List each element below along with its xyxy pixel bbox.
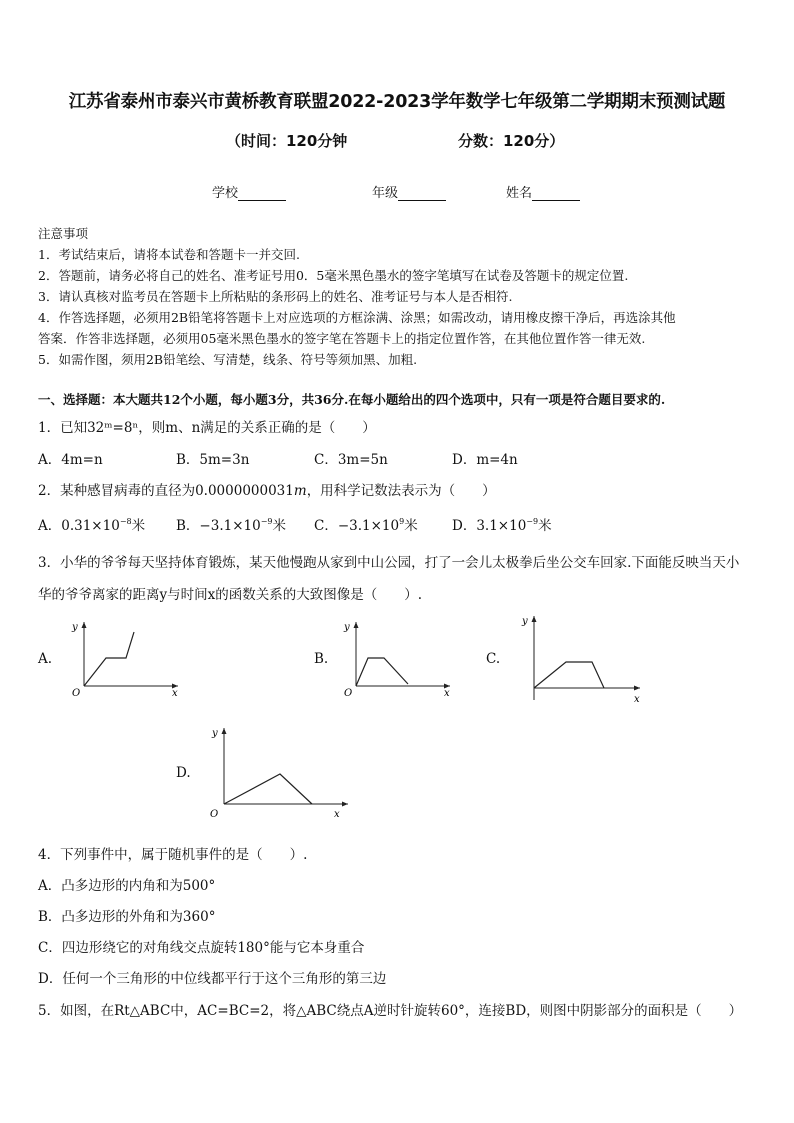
q1-option-d: D．m=4n xyxy=(452,452,518,468)
q1-option-a: A．4m=n xyxy=(38,452,103,468)
axis-y-label: y xyxy=(212,728,218,739)
origin-label: O xyxy=(210,809,219,820)
q4-option-b: B．凸多边形的外角和为360° xyxy=(38,909,216,925)
school-field: 学校 xyxy=(212,182,286,201)
q2-option-b: B．$-3.1\times 10^{-9}$米 xyxy=(176,517,286,534)
note-item: 答案．作答非选择题，必须用05毫米黑色墨水的签字笔在答题卡上的指定位置作答，在其他位置作答一律无效. xyxy=(38,331,646,346)
q3-graph-a xyxy=(66,618,186,698)
note-item: 5．如需作图，须用2B铅笔绘、写清楚，线条、符号等须加黑、加粗. xyxy=(38,352,418,367)
q4-option-d: D．任何一个三角形的中位线都平行于这个三角形的第三边 xyxy=(38,971,387,987)
q3-label-a: A. xyxy=(38,651,53,667)
q3-graph-b xyxy=(338,618,458,698)
q1-option-c: C．3m=5n xyxy=(314,452,388,468)
note-item: 4．作答选择题，必须用2B铅笔将答题卡上对应选项的方框涂满、涂黑；如需改动，请用橡皮擦干净后，再选涂其他 xyxy=(38,310,676,325)
q4-option-a: A．凸多边形的内角和为500° xyxy=(38,878,216,894)
notes-heading: 注意事项 xyxy=(38,226,89,241)
q3-stem-line1: 3．小华的爷爷每天坚持体育锻炼，某天他慢跑从家到中山公园，打了一会儿太极拳后坐公交车回家.下面能反映当天小 xyxy=(38,555,740,571)
axis-x-label: x xyxy=(172,688,178,698)
origin-label: O xyxy=(72,688,81,698)
axis-x-label: x xyxy=(444,688,450,698)
axis-x-label: x xyxy=(334,809,340,820)
q3-stem-line2: 华的爷爷离家的距离y与时间x的函数关系的大致图像是（ ）. xyxy=(38,587,423,603)
grade-field: 年级 xyxy=(372,182,446,201)
q2-option-a: A．$0.31\times 10^{-8}$米 xyxy=(38,517,146,534)
q3-label-b: B. xyxy=(314,651,329,667)
q3-graph-c xyxy=(516,612,646,708)
note-item: 2．答题前，请务必将自己的姓名、准考证号用0．5毫米黑色墨水的签字笔填写在试卷及答题卡的规定位置. xyxy=(38,268,629,283)
q2-option-d: D．$3.1\times 10^{-9}$米 xyxy=(452,517,552,534)
q4-stem: 4．下列事件中，属于随机事件的是（ ）. xyxy=(38,847,308,863)
q1-stem: 1．已知32ᵐ=8ⁿ，则m、n满足的关系正确的是（ ） xyxy=(38,420,376,436)
score-label: 分数：120分） xyxy=(458,132,565,150)
section-heading: 一、选择题：本大题共12个小题，每小题3分，共36分.在每小题给出的四个选项中，只有一项是符合题目要求的. xyxy=(38,392,666,407)
note-item: 3．请认真核对监考员在答题卡上所粘贴的条形码上的姓名、准考证号与本人是否相符. xyxy=(38,289,513,304)
origin-label: O xyxy=(344,688,353,698)
q2-stem: 2．某种感冒病毒的直径为0.0000000031m，用科学记数法表示为（ ） xyxy=(38,483,496,499)
axis-y-label: y xyxy=(72,622,78,633)
axis-x-label: x xyxy=(634,694,640,705)
q1-option-b: B．5m=3n xyxy=(176,452,250,468)
q3-label-d: D. xyxy=(176,765,191,781)
axis-y-label: y xyxy=(522,616,528,627)
q5-stem: 5．如图，在Rt△ABC中，AC=BC=2，将△ABC绕点A逆时针旋转60°，连接BD，则图中阴影部分的面积是（ ） xyxy=(38,1003,743,1019)
page-title: 江苏省泰州市泰兴市黄桥教育联盟2022-2023学年数学七年级第二学期期末预测试题 xyxy=(68,92,726,112)
q4-option-c: C．四边形绕它的对角线交点旋转180°能与它本身重合 xyxy=(38,940,365,956)
q3-graph-d xyxy=(206,724,356,822)
q2-option-c: C．$-3.1\times 10^9$米 xyxy=(314,517,418,534)
q3-label-c: C. xyxy=(486,651,501,667)
name-field: 姓名 xyxy=(506,182,580,201)
axis-y-label: y xyxy=(344,622,350,633)
time-label: （时间：120分钟 xyxy=(226,132,348,150)
note-item: 1．考试结束后，请将本试卷和答题卡一并交回. xyxy=(38,247,300,262)
